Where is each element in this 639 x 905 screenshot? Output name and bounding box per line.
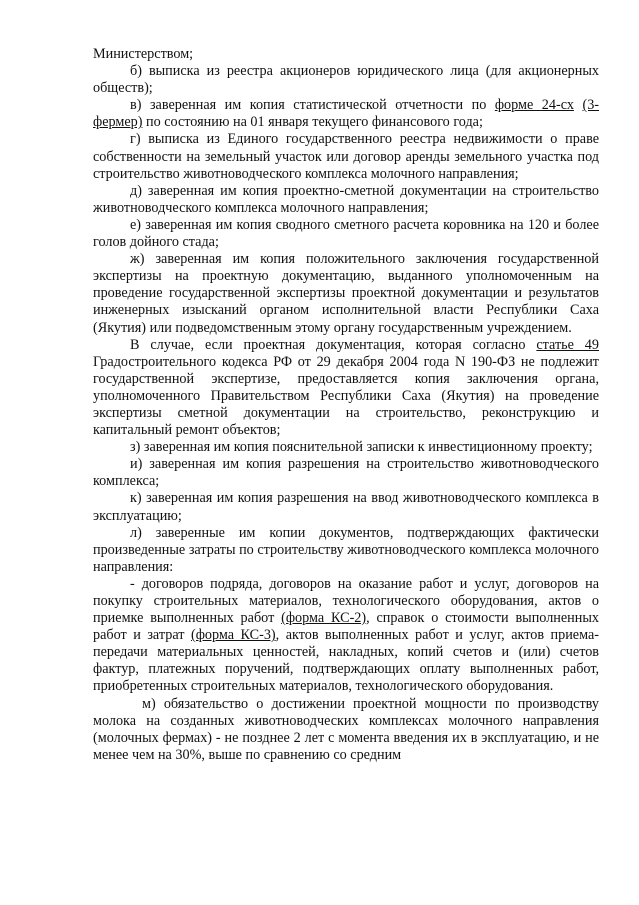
paragraph-contracts-text-2: , справок о стоимости выполненных работ и затрат (93, 610, 599, 644)
form-3-fermer-link[interactable]: (3-фермер) (93, 97, 600, 131)
form-ks-3-link[interactable]: (форма КС-3) (190, 627, 276, 644)
paragraph-case (93, 337, 599, 440)
paragraph-zh: ж) заверенная им копия положительного заключения государственной экспертизы на проектную документацию, выданного уполномоченным на проведение государственной экспертизы проектной документации и результатов инженерных изысканий органом исполнительной власти Республики Саха (Якутия) или подведомственным этому органу государственным учреждением. (93, 251, 599, 336)
paragraph-g: г) выписка из Единого государственного реестра недвижимости о праве собственности на земельный участок или договор аренды земельного участка под строительство животноводческого комплекса молочного направления; (93, 131, 599, 182)
paragraph-i: и) заверенная им копия разрешения на строительство животноводческого комплекса; (93, 456, 599, 490)
paragraph-b: б) выписка из реестра акционеров юридического лица (для акционерных обществ); (93, 63, 599, 97)
paragraph-z: з) заверенная им копия пояснительной записки к инвестиционному проекту; (130, 439, 593, 456)
paragraph-contracts (93, 576, 599, 696)
paragraph-v (93, 97, 599, 131)
form-24-sh-link[interactable]: форме 24-сх (494, 97, 574, 114)
paragraph-v-text-1: в) заверенная им копия статистической отчетности по (130, 97, 495, 114)
paragraph-ministry: Министерством; (93, 46, 194, 62)
paragraph-l: л) заверенные им копии документов, подтверждающих фактически произведенные затраты по строительству животноводческого комплекса молочного направления: (93, 524, 599, 575)
paragraph-m: м) обязательство о достижении проектной мощности по производству молока на созданных животноводческих комплексах молочного направления (молочных фермах) - не позднее 2 лет с момента введения их в эксплуатацию, и не менее чем на 30%, выше по сравнению со средним (93, 695, 599, 763)
paragraph-case-text-2: Градостроительного кодекса РФ от 29 декабря 2004 года N 190-ФЗ не подлежит государственной экспертизе, предоставляется копия заключения органа, уполномоченного Правительством Республики Саха (Якутия) на проведение экспертизы сметной документации на строительство, реконструкцию и капитальный ремонт объектов; (93, 353, 599, 439)
paragraph-case-text-1: В случае, если проектная документация, которая согласно (130, 336, 537, 353)
paragraph-contracts-text-3: , актов выполненных работ и услуг, актов приема-передачи материальных ценностей, накладных, копий счетов и (или) счетов фактур, платежных поручений, подтверждающих оплату выполненных работ, приобретенных строительных материалов, технологического оборудования. (93, 627, 600, 695)
form-ks-2-link[interactable]: (форма КС-2) (281, 610, 367, 627)
paragraph-k: к) заверенная им копия разрешения на ввод животноводческого комплекса в эксплуатацию; (93, 490, 599, 524)
paragraph-contracts-text-1: - договоров подряда, договоров на оказание работ и услуг, договоров на покупку строительных материалов, технологического оборудования, актов о приемке выполненных работ (93, 575, 599, 627)
paragraph-e: е) заверенная им копия сводного сметного расчета коровника на 120 и более голов дойного стада; (93, 216, 599, 251)
paragraph-v-text-3: по состоянию на 01 января текущего финансового года; (142, 114, 483, 131)
article-49-link[interactable]: статье 49 (536, 336, 599, 353)
paragraph-d: д) заверенная им копия проектно-сметной документации на строительство животноводческого комплекса молочного направления; (93, 182, 599, 216)
